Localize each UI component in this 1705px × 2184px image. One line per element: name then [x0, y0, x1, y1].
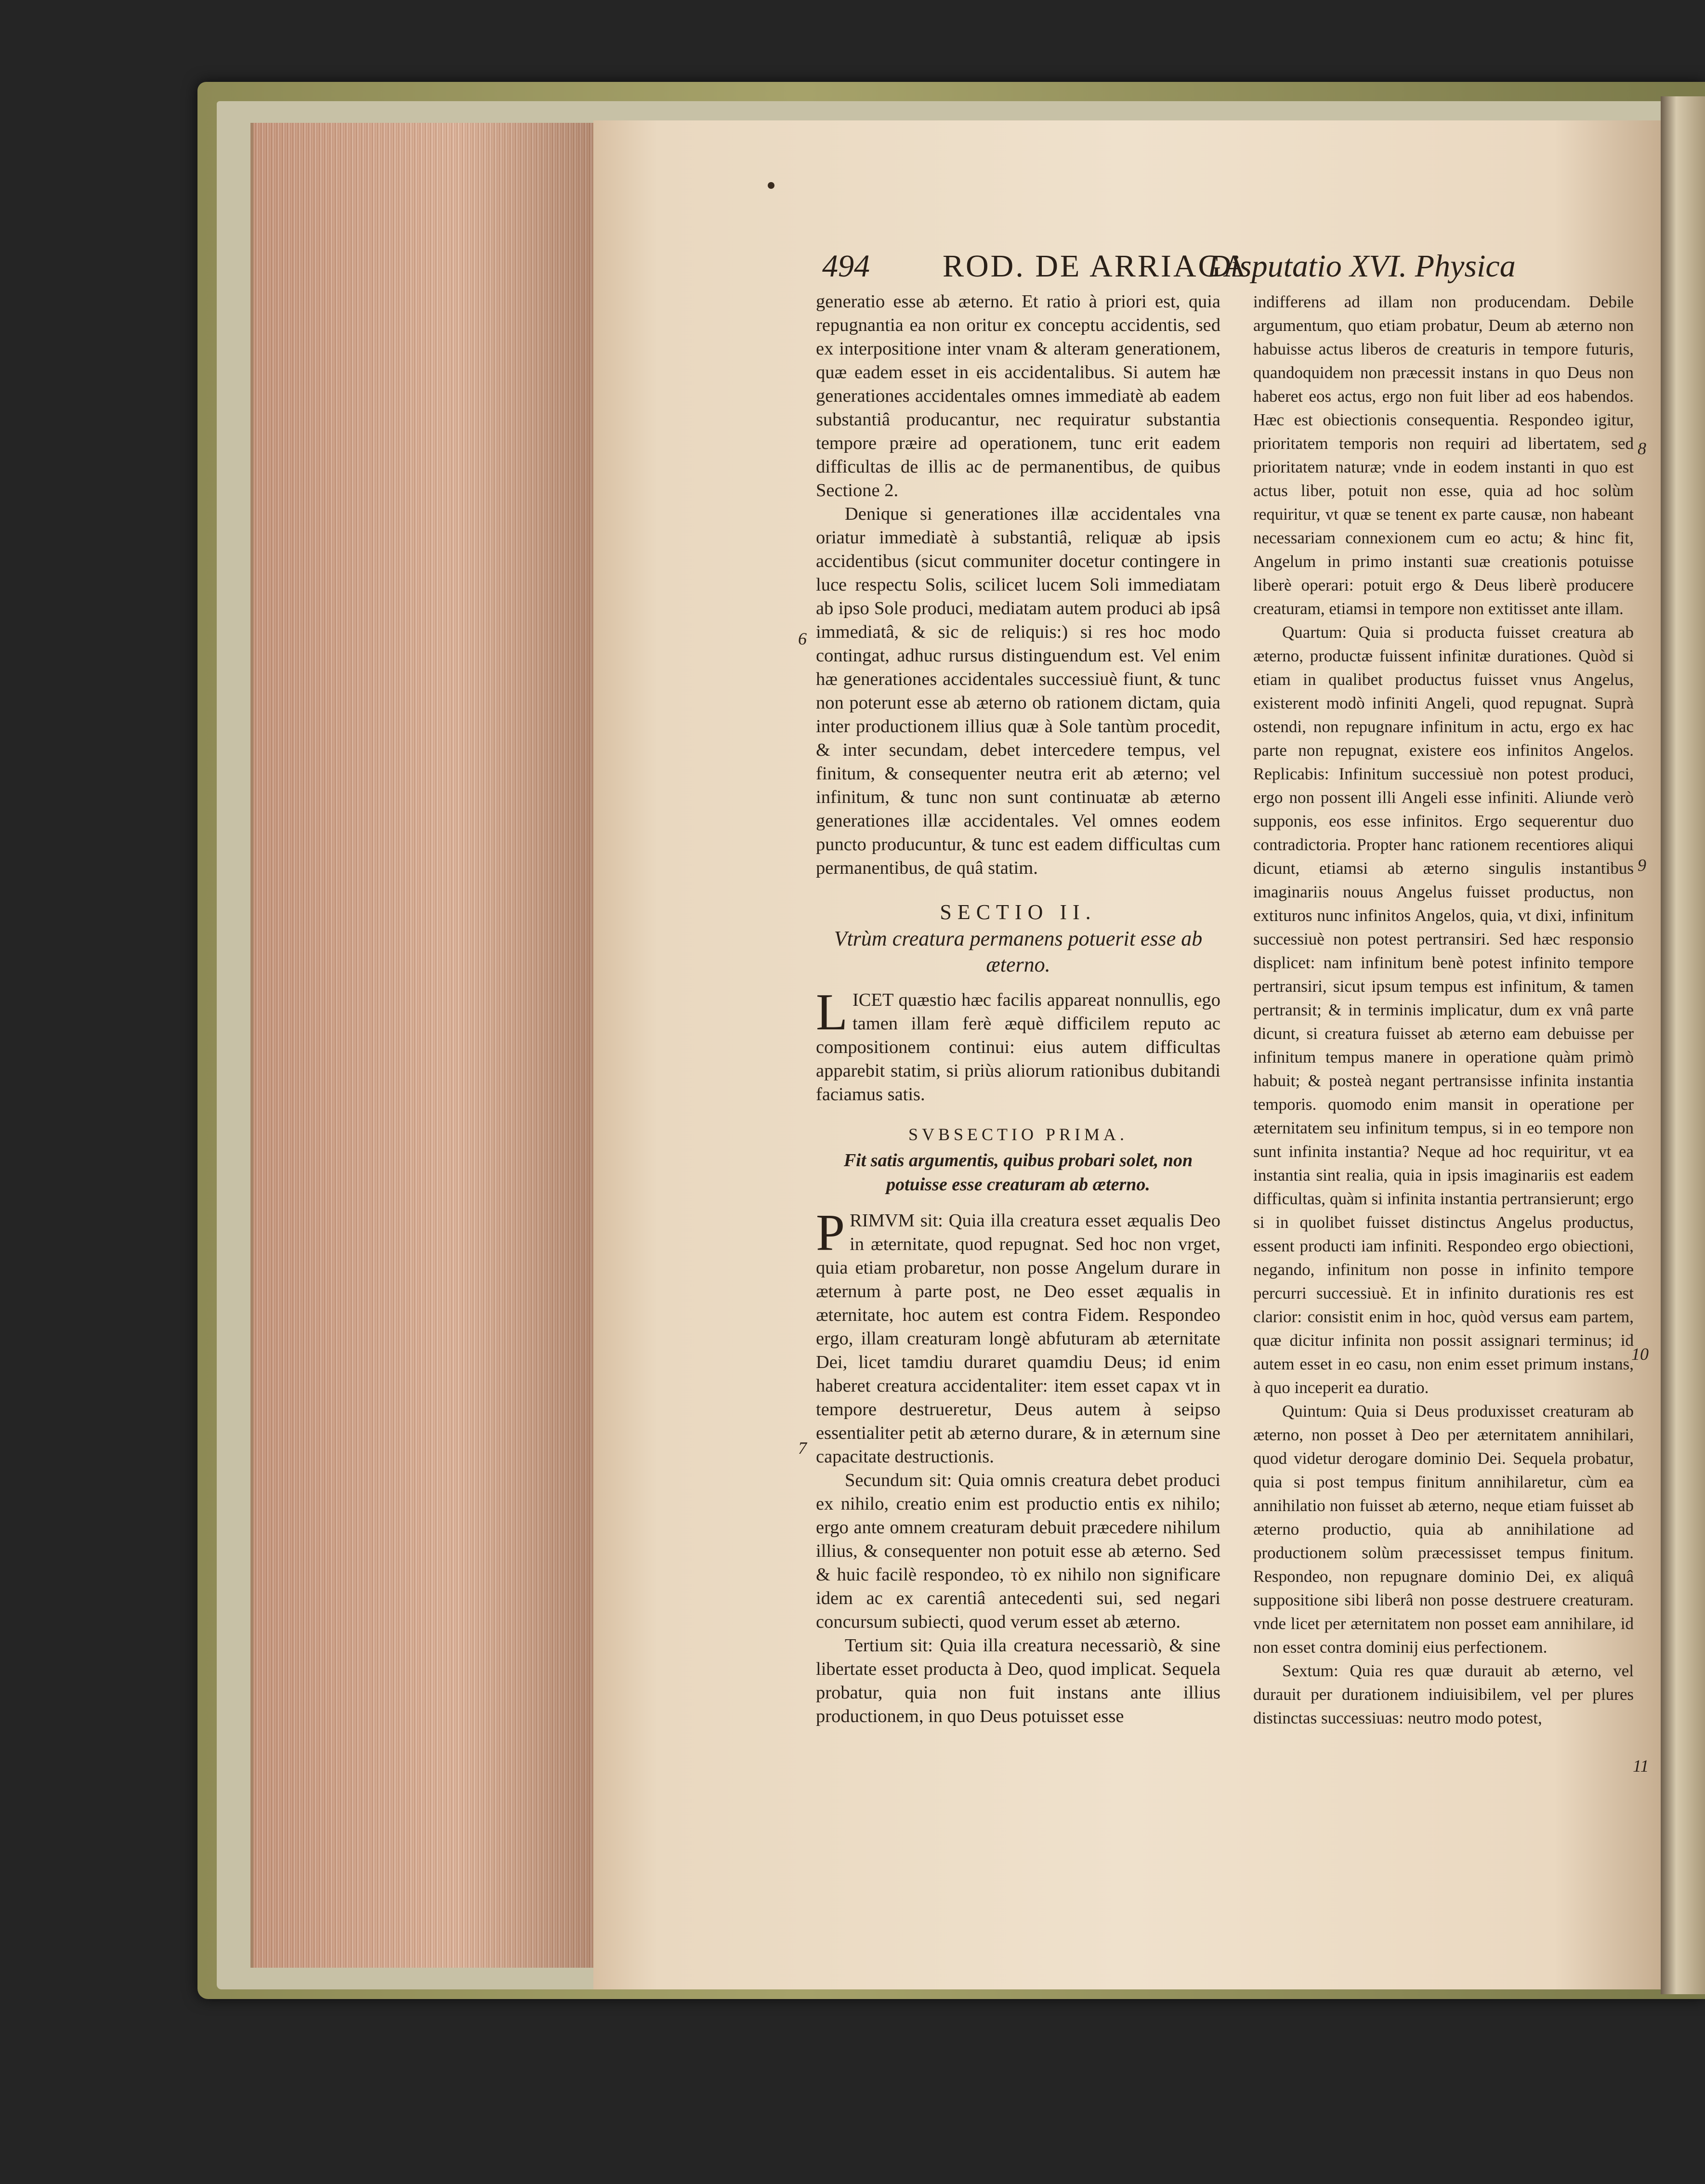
section-title: SECTIO II. [940, 900, 1097, 924]
paragraph: Denique si generationes illæ accidentales vna oriatur immediatè à substantiâ, reliquæ ab ipsis accidentibus (sicut communiter docetur contingere in luce respectu Solis, scilicet lucem Soli immediatam ab ipso Sole produci, mediatam autem produci ab ipsâ immediatâ, & sic de reliquis:) si res hoc modo contingat, adhuc rursus distinguendum est. Vel enim hæ generationes accidentales successiuè fiunt, & tunc non poterunt esse ab æterno ob rationem dictam, quia inter productionem illius quæ à Sole tantùm procedit, & inter secundam, debet intercedere tempus, vel finitum, & consequenter neutra erit ab æterno; vel infinitum, & tunc non sunt continuatæ ab æterno generationes illæ accidentales. Vel omnes eodem puncto producuntur, & tunc est eadem difficultas cum permanentibus, de quâ statim. [816, 504, 1220, 878]
section-subtitle: Vtrùm creatura permanens potuerit esse ab æterno. [834, 927, 1203, 976]
page-number: 494 [822, 249, 870, 284]
subsection-title: SVBSECTIO PRIMA. [908, 1125, 1128, 1144]
paragraph [816, 1204, 1220, 1469]
paragraph: Sextum: Quia res quæ durauit ab æterno, vel durauit per durationem indiuisibilem, vel per plures distinctas successiuas: neutro modo potest, [1253, 1661, 1634, 1727]
paragraph: Quartum: Quia si producta fuisset creatura ab æterno, productæ fuissent infinitæ durationes. Quòd si etiam in qualibet productus fuisset vnus Angelus, existerent modò infiniti Angeli, quod repugnat. Suprà ostendi, non repugnare infinitum in actu, ergo ex hac parte non repugnat, existere eos infinitos Angelos. Replicabis: Infinitum successiuè non potest produci, ergo non possent illi Angeli esse infiniti. Aliunde verò supponis, eos esse infinitos. Ergo sequerentur duo contradictoria. Propter hanc rationem recentiores aliqui dicunt, etiamsi ab æterno singulis instantibus imaginariis nouus Angelus fuisset productus, non extituros nunc infinitos Angelos, quia, vt dixi, infinitum successiuè non potest pertransiri. Sed hæc responsio displicet: nam infinitum benè potest infinito tempore pertransiri, sicut ipsum tempus est infinitum, & tamen pertransit; & in terminis implicatur, dum ex vnâ parte dicunt, si creatura fuisset ab æterno eam debuisse per infinitum tempus manere in operatione quàm primò habuit; & posteà negant pertransisse infinita instantia temporis. quomodo enim mansit in operatione per æternitatem seu infinitum tempus, si in eo tempore non sunt infinita instantia? Neque ad hoc requiritur, vt ea instantia sint realia, quia in ipsis imaginariis est eadem difficultas, quàm si infinita instantia pertransierunt; ergo si in quolibet fuisset distinctus Angelus productus, essent producti iam infiniti. Respondeo ergo obiectioni, negando, infinitum non posse in infinito tempore percurri successiuè. Et in infinito durationis res est clarior: consistit enim in hoc, quòd versus eam partem, quæ dicitur infinita non possit assignari terminus; id autem esset in eo casu, non enim esset primum instans, à quo inceperit ea duratio. [1253, 623, 1634, 1397]
margin-number: 6 [798, 629, 807, 648]
margin-number: 9 [1638, 855, 1646, 875]
paragraph: Quintum: Quia si Deus produxisset creaturam ab æterno, non posset à Deo per æternitatem annihilari, quod videtur derogare dominio Dei. Sequela probatur, quia si post tempus finitum annihilaretur, cùm ea annihilatio non fuisset ab æterno, neque etiam fuisset ab æterno productio, quia ab annihilatione ad productionem solùm præcessisset tempus finitum. Respondeo, non repugnare dominio Dei, ex aliquâ suppositione sibi liberâ non posse destruere creaturam. vnde licet per æternitatem non posset eam annihilare, id non esset contra dominij eius perfectionem. [1253, 1402, 1634, 1657]
paragraph [816, 984, 1220, 1106]
book-gutter [1661, 96, 1705, 1994]
book-page [593, 120, 1661, 1989]
left-column [816, 290, 1220, 1728]
margin-number: 11 [1633, 1756, 1649, 1776]
margin-number: 8 [1638, 439, 1646, 458]
paragraph: Tertium sit: Quia illa creatura necessariò, & sine libertate esset producta à Deo, quod implicat. Sequela probatur, quia non fuit instans ante illius productionem, in quo Deus potuisset esse [816, 1635, 1220, 1726]
paragraph-text: RIMVM sit: Quia illa creatura esset æqualis Deo in æternitate, quod repugnat. Sed hoc non vrget, quia etiam probaretur, non posse Angelum durare in æternum à parte post, ne Deo esset æqualis in æternitate, hoc autem est contra Fidem. Respondeo ergo, illam creaturam longè abfuturam ab æternitate Dei, licet tamdiu duraret quamdiu Deus; id enim haberet creatura accidentaliter: item esset capax vt in tempore destrueretur, Deus autem à seipso essentialiter petit ab æterno durare, & in æternum sine capacitate destructionis. [816, 1210, 1220, 1467]
margin-number: 10 [1631, 1344, 1649, 1364]
paragraph: generatio esse ab æterno. Et ratio à priori est, quia repugnantia ea non oritur ex conceptu accidentis, sed ex interpositione inter vnam & alteram generationem, quæ eadem esset in eis accidentalibus. Si autem hæ generationes accidentales omnes immediatè ab eadem substantiâ producantur, nec requiratur substantia tempore præire ad operationem, tunc erit eadem difficultas de illis ac de permanentibus, de quibus Sectione 2. [816, 291, 1220, 500]
drop-cap: L [816, 984, 848, 1041]
page-block-edges [250, 123, 597, 1968]
subsection-subtitle: Fit satis argumentis, quibus probari solet, non potuisse esse creaturam ab æterno. [843, 1150, 1193, 1195]
paragraph: indifferens ad illam non producendam. Debile argumentum, quo etiam probatur, Deum ab æterno non habuisse actus liberos de creaturis in tempore futuris, quandoquidem non præcessit instans in quo Deus non haberet eos actus, ergo non fuit liber ad eos habendos. Hæc est obiectionis consequentia. Respondeo igitur, prioritatem temporis non requiri ad libertatem, sed prioritatem naturæ; vnde in eodem instanti in quo est actus liber, potuit non esse, quia ad hoc solùm requiritur, vt quæ se tenent ex parte causæ, non habeant necessariam connexionem cum eo actu; & hinc fit, Angelum in primo instanti suæ creationis potuisse liberè operari: potuit ergo & Deus liberè producere creaturam, etiamsi in tempore non extitisset ante illam. [1253, 292, 1634, 618]
paragraph: Secundum sit: Quia omnis creatura debet produci ex nihilo, creatio enim est productio entis ex nihilo; ergo ante omnem creaturam debuit præcedere nihilum illius, & consequenter non potuit esse ab æterno. Sed & huic facilè respondeo, τὸ ex nihilo non significare idem ac ex carentiâ antecedenti sui, sed negari concursum subiecti, quod verum esset ab æterno. [816, 1470, 1220, 1632]
paragraph-text: ICET quæstio hæc facilis appareat nonnullis, ego tamen illam ferè æquè difficilem reputo ac compositionem continui: eius autem difficultas apparebit statim, si priùs aliorum rationibus dubitandi faciamus satis. [816, 990, 1220, 1105]
running-head-author: ROD. DE ARRIAGA [943, 249, 1248, 284]
ink-mark [768, 182, 774, 189]
drop-cap: P [816, 1204, 845, 1262]
right-column [1253, 290, 1634, 1730]
running-head-title: Disputatio XVI. Physica [1207, 249, 1516, 284]
margin-number: 7 [798, 1438, 807, 1458]
